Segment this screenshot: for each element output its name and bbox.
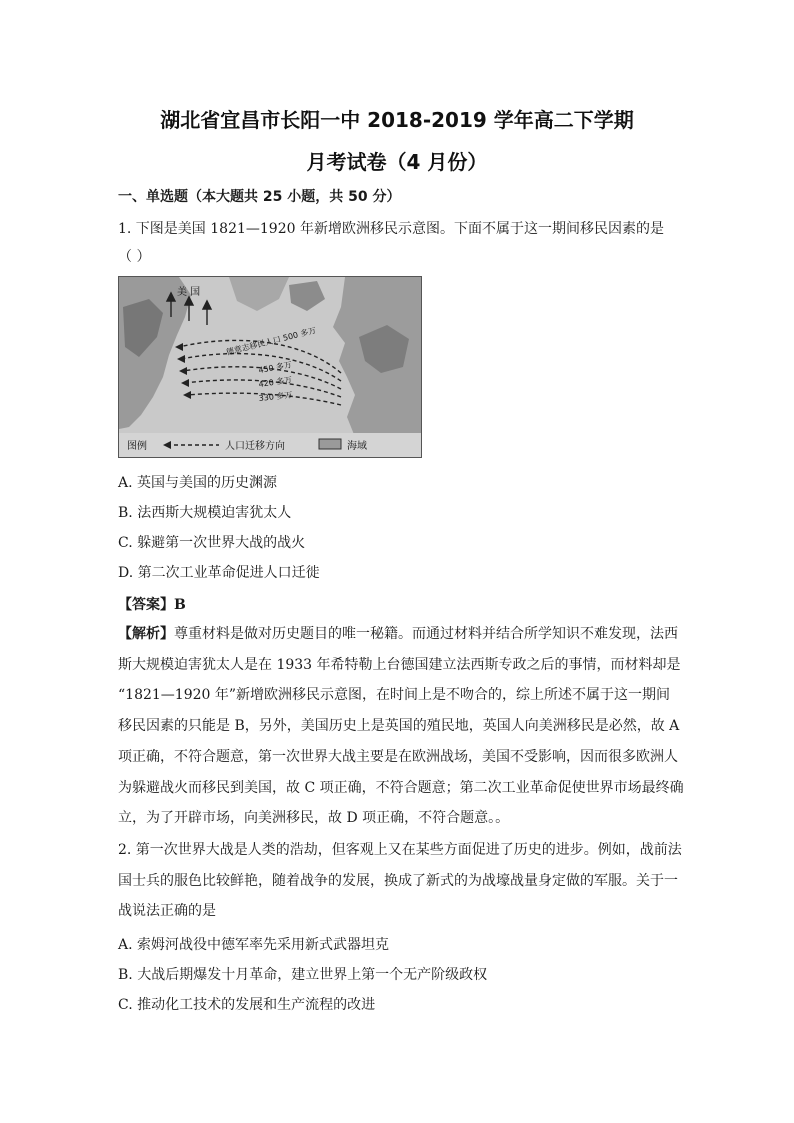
q1-option-b: B. 法西斯大规模迫害犹太人 (118, 505, 292, 521)
map-country-label: 美 国 (177, 287, 201, 298)
q2-stem-line: 国士兵的服色比较鲜艳，随着战争的发展，换成了新式的为战壕战量身定做的军服。关于一 (118, 872, 678, 889)
q1-option-a: A. 英国与美国的历史渊源 (118, 475, 278, 491)
legend-sea-label: 海域 (347, 441, 367, 452)
legend-label: 图例 (127, 441, 147, 452)
q1-option-c: C. 躲避第一次世界大战的战火 (118, 535, 306, 551)
q1-stem-line-2: （ ） (118, 249, 151, 265)
map-flow-label: 330 多万 (258, 390, 293, 403)
migration-map-figure (118, 276, 422, 458)
q1-stem-line-1: 1. 下图是美国 1821—1920 年新增欧洲移民示意图。下面不属于这一期间移民因素的是 (118, 221, 664, 237)
analysis-line: 【解析】尊重材料是做对历史题目的唯一秘籍。而通过材料并结合所学知识不难发现，法西 (118, 626, 678, 642)
q1-option-d: D. 第二次工业革命促进人口迁徙 (118, 565, 320, 581)
map-flow-label: 450 多万 (257, 360, 293, 375)
analysis-line: 斯大规模迫害犹太人是在 1933 年希特勒上台德国建立法西斯专政之后的事情，而材料却是 (118, 656, 681, 673)
analysis-line: “1821—1920 年”新增欧洲移民示意图，在时间上是不吻合的，综上所述不属于这一期间 (118, 687, 671, 704)
page-subtitle: 月考试卷（4 月份） (306, 150, 488, 174)
page-title: 湖北省宜昌市长阳一中 2018-2019 学年高二下学期 (160, 108, 634, 132)
analysis-line: 移民因素的只能是 B，另外，美国历史上是英国的殖民地，英国人向美洲移民是必然，故 A (118, 718, 680, 735)
analysis-line: 为躲避战火而移民到美国，故 C 项正确，不符合题意；第二次工业革命促使世界市场最终确 (118, 779, 684, 796)
analysis-line: 项正确，不符合题意，第一次世界大战主要是在欧洲战场，美国不受影响，因而很多欧洲人 (118, 748, 678, 765)
q2-option-b: B. 大战后期爆发十月革命，建立世界上第一个无产阶级政权 (118, 967, 488, 983)
section-heading: 一、单选题（本大题共 25 小题，共 50 分） (118, 189, 401, 205)
analysis-label: 【解析】 (118, 626, 174, 642)
q2-stem (118, 835, 682, 927)
q2-option-a: A. 索姆河战役中德军率先采用新式武器坦克 (118, 937, 390, 953)
q2-option-c: C. 推动化工技术的发展和生产流程的改进 (118, 997, 376, 1013)
q1-answer: 【答案】B (118, 597, 186, 613)
analysis-line: 立，为了开辟市场，向美洲移民，故 D 项正确，不符合题意。。 (118, 810, 510, 827)
legend-arrow-label: 人口迁移方向 (225, 441, 285, 452)
map-flow-label: 德意志移民人口 500 多万 (225, 325, 318, 357)
q1-analysis (118, 619, 684, 834)
q2-stem-line: 2. 第一次世界大战是人类的浩劫，但客观上又在某些方面促进了历史的进步。例如，战前法 (118, 842, 682, 858)
q2-stem-line: 战说法正确的是 (118, 903, 216, 920)
map-flow-label: 420 多万 (258, 375, 293, 389)
